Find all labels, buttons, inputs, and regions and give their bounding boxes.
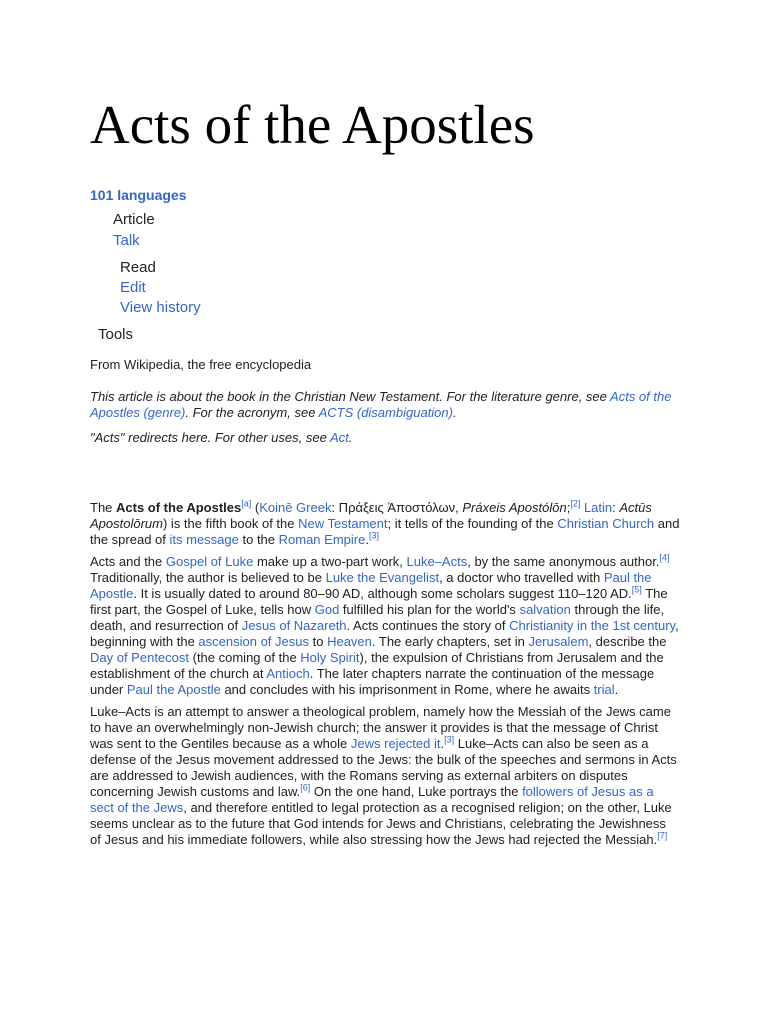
- link-salvation[interactable]: salvation: [519, 602, 571, 617]
- link-ascension-of-jesus[interactable]: ascension of Jesus: [198, 634, 309, 649]
- hatnote-link-genre[interactable]: Acts of the Apostles (genre): [90, 389, 672, 420]
- site-tagline: From Wikipedia, the free encyclopedia: [90, 357, 312, 372]
- tab-article[interactable]: Article: [113, 211, 155, 228]
- ref-6[interactable]: [6]: [300, 782, 311, 793]
- paragraph-theology: Luke–Acts is an attempt to answer a theological problem, namely how the Messiah of the Jews came to have an overwhelmingly non-Jewish church; the answer it provides is that the message of Christ was sent to the Gentiles because as a whole Jews rejected it.[3] Luke–Acts can also be seen as a defense of the Jesus movement addressed to the Jews: the bulk of the speeches and sermons in Acts are addressed to Jewish audiences, with the Romans serving as external arbiters on disputes concerning Jewish customs and law.[6] On the one hand, Luke portrays the followers of Jesus as a sect of the Jews, and therefore entitled to legal protection as a recognised religion; on the other, Luke seems unclear as to the future that God intends for Jews and Christians, celebrating the Jewishness of Jesus and his immediate followers, while also stressing how the Jews had rejected the Messiah.[7]: [90, 704, 677, 847]
- link-day-of-pentecost[interactable]: Day of Pentecost: [90, 650, 189, 665]
- link-its-message[interactable]: its message: [169, 532, 239, 547]
- link-jesus-of-nazareth[interactable]: Jesus of Nazareth: [241, 618, 347, 633]
- ref-a[interactable]: [a]: [241, 498, 252, 509]
- tools-menu[interactable]: Tools: [98, 326, 134, 343]
- link-christianity-1st-century[interactable]: Christianity in the 1st century: [509, 618, 676, 633]
- link-roman-empire[interactable]: Roman Empire: [278, 532, 366, 547]
- hatnote-about: This article is about the book in the Christian New Testament. For the literature genre, see Acts of the Apostles (genre). For the acronym, see ACTS (disambiguation).: [90, 389, 672, 420]
- tab-read[interactable]: Read: [120, 259, 156, 276]
- link-jerusalem[interactable]: Jerusalem: [528, 634, 589, 649]
- paragraph-authorship: Acts and the Gospel of Luke make up a two-part work, Luke–Acts, by the same anonymous author.[4] Traditionally, the author is believed to be Luke the Evangelist, a doctor who travelled with Paul the Apostle. It is usually dated to around 80–90 AD, although some scholars suggest 110–120 AD.[5] The first part, the Gospel of Luke, tells how God fulfilled his plan for the world's salvation through the life, death, and resurrection of Jesus of Nazareth. Acts continues the story of Christianity in the 1st century, beginning with the ascension of Jesus to Heaven. The early chapters, set in Jerusalem, describe the Day of Pentecost (the coming of the Holy Spirit), the expulsion of Christians from Jerusalem and the establishment of the church at Antioch. The later chapters narrate the continuation of the message under Paul the Apostle and concludes with his imprisonment in Rome, where he awaits trial.: [90, 552, 679, 697]
- link-luke-the-evangelist[interactable]: Luke the Evangelist: [325, 570, 440, 585]
- ref-3b[interactable]: [3]: [444, 734, 455, 745]
- ref-2[interactable]: [2]: [570, 498, 581, 509]
- link-christian-church[interactable]: Christian Church: [557, 516, 655, 531]
- link-heaven[interactable]: Heaven: [327, 634, 372, 649]
- paragraph-intro: The Acts of the Apostles[a] (Koinē Greek: Πράξεις Ἀποστόλων, Práxeis Apostólōn;[2] Latin: Actūs Apostolōrum) is the fifth book of the New Testament; it tells of the founding of the Christian Church and the spread of its message to the Roman Empire.[3]: [90, 498, 680, 547]
- link-new-testament[interactable]: New Testament: [298, 516, 388, 531]
- hatnote-link-acts-disambiguation[interactable]: ACTS (disambiguation): [318, 405, 453, 420]
- link-paul-the-apostle[interactable]: Paul the Apostle: [90, 570, 652, 601]
- ref-5[interactable]: [5]: [631, 584, 642, 595]
- tab-edit[interactable]: Edit: [120, 279, 146, 296]
- link-paul-the-apostle-2[interactable]: Paul the Apostle: [126, 682, 221, 697]
- link-latin[interactable]: Latin: [583, 500, 613, 515]
- ref-4[interactable]: [4]: [659, 552, 670, 563]
- ref-3[interactable]: [3]: [368, 530, 379, 541]
- link-god[interactable]: God: [314, 602, 340, 617]
- link-holy-spirit[interactable]: Holy Spirit: [300, 650, 360, 665]
- link-followers-sect-of-jews[interactable]: followers of Jesus as a sect of the Jews: [90, 784, 654, 815]
- article-body: [90, 500, 680, 854]
- tab-talk[interactable]: Talk: [113, 232, 140, 249]
- link-jews-rejected-it[interactable]: Jews rejected it: [350, 736, 441, 751]
- page-title: Acts of the Apostles: [90, 94, 535, 155]
- hatnote-link-act[interactable]: Act: [329, 430, 349, 445]
- languages-button[interactable]: 101 languages: [90, 187, 187, 203]
- hatnote-redirect: "Acts" redirects here. For other uses, see Act.: [90, 430, 353, 445]
- bold-title: Acts of the Apostles: [116, 500, 242, 515]
- link-luke-acts[interactable]: Luke–Acts: [406, 554, 468, 569]
- link-antioch[interactable]: Antioch: [266, 666, 310, 681]
- ref-7[interactable]: [7]: [657, 830, 668, 841]
- link-trial[interactable]: trial: [593, 682, 615, 697]
- link-gospel-of-luke[interactable]: Gospel of Luke: [165, 554, 254, 569]
- tab-view-history[interactable]: View history: [120, 299, 201, 316]
- link-koine-greek[interactable]: Koinē Greek: [259, 500, 332, 515]
